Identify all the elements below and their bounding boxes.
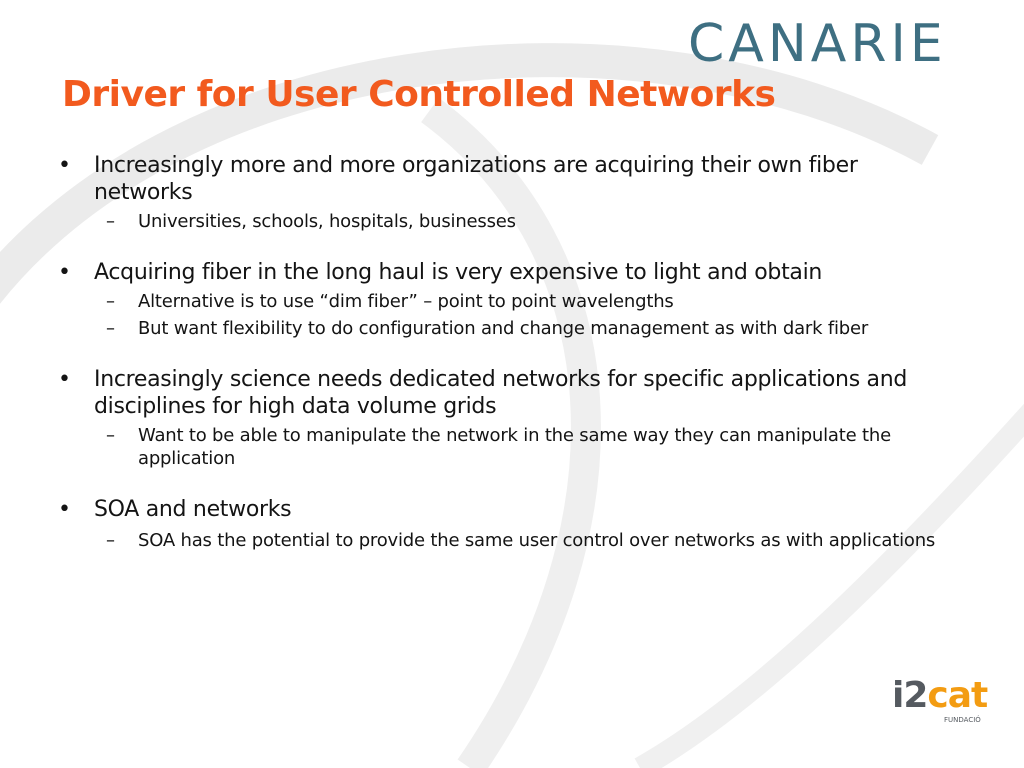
spacer: [56, 470, 956, 496]
bullet-symbol: •: [58, 367, 71, 392]
sub-bullet-text: Universities, schools, hospitals, businesses: [138, 211, 516, 232]
sub-bullet-symbol: –: [106, 211, 115, 232]
sub-bullet-item: [56, 210, 956, 233]
slide-body: [56, 152, 956, 556]
canarie-logo: CANARIE: [688, 14, 947, 74]
sub-bullet-text: Want to be able to manipulate the network in the same way they can manipulate the application: [138, 425, 891, 469]
spacer: [56, 340, 956, 366]
sub-bullet-text: But want flexibility to do configuration and change management as with dark fiber: [138, 318, 869, 339]
i2cat-logo-main: i2: [892, 675, 928, 716]
bullet-text: Increasingly science needs dedicated networks for specific applications and disciplines for high data volume grids: [94, 367, 908, 419]
slide-title: Driver for User Controlled Networks: [62, 74, 776, 115]
bullet-symbol: •: [58, 497, 71, 522]
i2cat-logo-accent: cat: [927, 675, 988, 716]
bullet-symbol: •: [58, 260, 71, 285]
spacer: [56, 233, 956, 259]
bullet-text: Increasingly more and more organizations are acquiring their own fiber networks: [94, 153, 858, 205]
bullet-item: [56, 366, 956, 420]
sub-bullet-item: [56, 317, 956, 340]
sub-bullet-text: SOA has the potential to provide the same user control over networks as with applications: [138, 530, 936, 551]
sub-bullet-symbol: –: [106, 291, 115, 312]
sub-bullet-text: Alternative is to use “dim fiber” – point to point wavelengths: [138, 291, 674, 312]
sub-bullet-symbol: –: [106, 530, 115, 551]
bullet-text: SOA and networks: [94, 497, 292, 522]
sub-bullet-symbol: –: [106, 425, 115, 446]
bullet-item: [56, 259, 956, 286]
bullet-text: Acquiring fiber in the long haul is very expensive to light and obtain: [94, 260, 823, 285]
sub-bullet-symbol: –: [106, 318, 115, 339]
bullet-item: [56, 152, 956, 206]
sub-bullet-item: [56, 424, 956, 470]
sub-bullet-item: [56, 525, 956, 556]
i2cat-logo-subtitle: FUNDACIÓ: [944, 716, 981, 724]
sub-bullet-item: [56, 290, 956, 313]
bullet-symbol: •: [58, 153, 71, 178]
i2cat-logo: [892, 676, 987, 716]
bullet-item: [56, 496, 956, 523]
